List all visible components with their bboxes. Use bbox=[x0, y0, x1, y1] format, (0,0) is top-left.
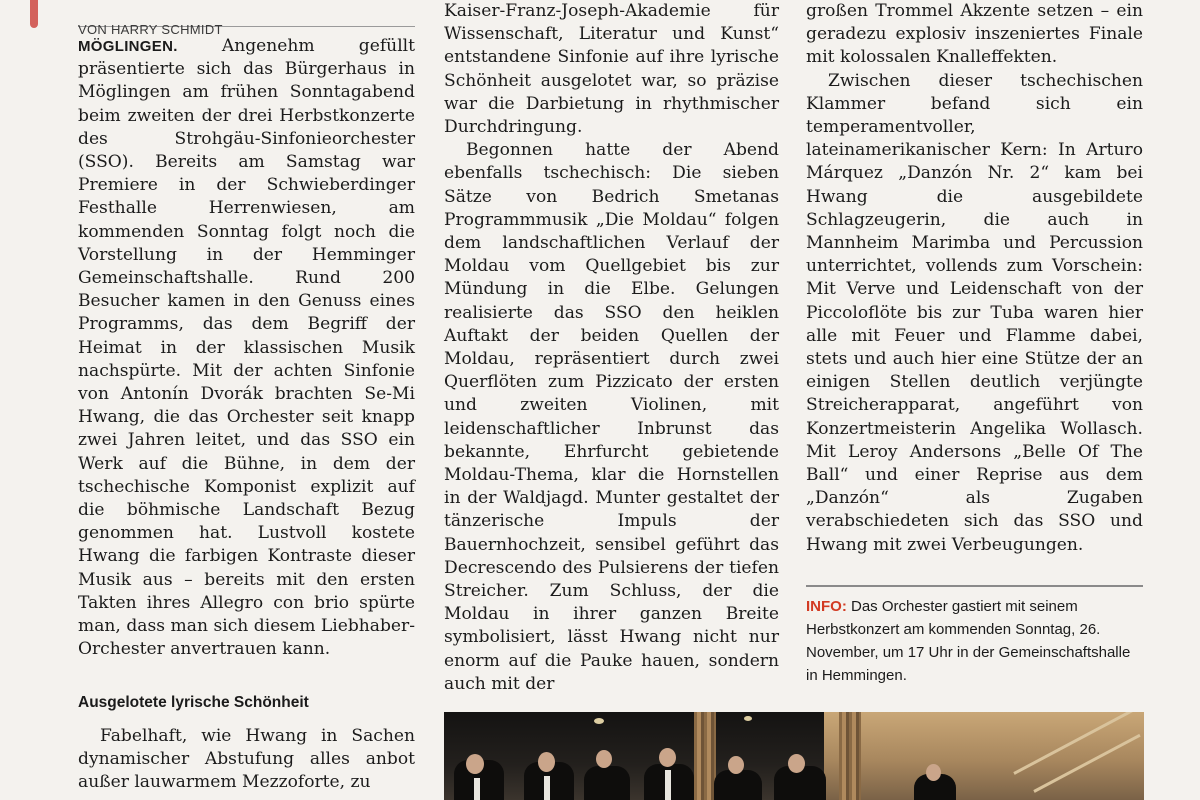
photo-face bbox=[538, 752, 555, 772]
subheading: Ausgelotete lyrische Schönheit bbox=[78, 694, 309, 712]
photo-stage-light bbox=[744, 716, 752, 721]
paragraph-intro bbox=[78, 35, 415, 661]
photo-curtain bbox=[694, 712, 716, 800]
article-column-2 bbox=[444, 0, 779, 696]
paragraph-col3-2: Zwischen dieser tschechischen Klammer befand sich ein temperamentvoller, lateinamerikanischer Kern: In Arturo Márquez „Danzón Nr. 2“ kam bei Hwang die ausgebildete Schlagzeugerin, die auch in Mannheim Marimba und Percussion unterrichtet, vollends zum Vorschein: Mit Verve und Leidenschaft von der Piccoloflöte bis zur Tuba waren hier alle mit Feuer und Flamme dabei, stets und auch hier eine Stütze der an einigen Stellen deutlich verjüngte Streicherapparat, angeführt von Konzertmeisterin Angelika Wollasch. Mit Leroy Andersons „Belle Of The Ball“ und einer Reprise aus dem „Danzón“ als Zugaben verabschiedeten sich das SSO und Hwang mit zwei Verbeugungen. bbox=[806, 70, 1143, 555]
photo-shirt bbox=[544, 776, 550, 800]
article-column-3 bbox=[806, 0, 1143, 557]
dateline: MÖGLINGEN. bbox=[78, 38, 178, 55]
info-label: INFO: bbox=[806, 598, 847, 615]
info-text: Das Orchester gastiert mit seinem Herbstkonzert am kommenden Sonntag, 26. November, um 17 Uhr in der Gemeinschaftshalle in Hemmingen. bbox=[806, 598, 1131, 684]
paragraph-col2-2: Begonnen hatte der Abend ebenfalls tschechisch: Die sieben Sätze von Bedrich Smetanas Programmmusik „Die Moldau“ folgen dem landschaftlichen Verlauf der Moldau vom Quellgebiet bis zur Mündung in die Elbe. Gelungen realisierte das SSO den heiklen Auftakt der beiden Quellen der Moldau, repräsentiert durch zwei Querflöten zum Pizzicato der ersten und zweiten Violinen, mit leidenschaftlicher Inbrunst das bekannte, Ehrfurcht gebietende Moldau-Thema, klar die Hornstellen in der Waldjagd. Munter gestaltet der tänzerische Impuls der Bauernhochzeit, sensibel geführt das Decrescendo des Pulsierens der tiefen Streicher. Zum Schluss, der die Moldau in ihrer ganzen Breite symbolisiert, lässt Hwang nicht nur enorm auf die Pauke hauen, sondern auch mit der bbox=[444, 140, 779, 694]
photo-shirt bbox=[474, 778, 480, 800]
paragraph-col2-1: Kaiser-Franz-Joseph-Akademie für Wissenschaft, Literatur und Kunst“ entstandene Sinfonie auf ihre lyrische Schönheit ausgelotet war, so präzise war die Darbietung in rhythmischer Durchdringung. bbox=[444, 1, 779, 138]
photo-stage-light bbox=[594, 718, 604, 724]
photo-musician bbox=[714, 770, 762, 800]
photo-musician bbox=[584, 766, 630, 800]
info-box bbox=[806, 585, 1143, 687]
concert-photo bbox=[444, 712, 1144, 800]
photo-face bbox=[659, 748, 676, 767]
photo-face bbox=[596, 750, 612, 768]
byline: VON HARRY SCHMIDT bbox=[78, 22, 223, 37]
photo-shirt bbox=[665, 770, 671, 800]
paragraph-col1-2: Fabelhaft, wie Hwang in Sachen dynamischer Abstufung alles anbot außer lauwarmem Mezzoforte, zu bbox=[78, 725, 415, 793]
byline-row bbox=[78, 0, 415, 37]
photo-face bbox=[788, 754, 805, 773]
photo-face bbox=[926, 764, 941, 781]
paragraph-intro-text: Angenehm gefüllt präsentierte sich das Bürgerhaus in Möglingen am frühen Sonntagabend beim zweiten der drei Herbstkonzerte des Strohgäu-Sinfonieorchester (SSO). Bereits am Samstag war Premiere in der Schwieberdinger Festhalle Herrenwiesen, am kommenden Sonntag folgt noch die Vorstellung in der Hemminger Gemeinschaftshalle. Rund 200 Besucher kamen in den Genuss eines Programms, das dem Begriff der Heimat in der klassischen Musik nachspürte. Mit der achten Sinfonie von Antonín Dvorák brachten Se-Mi Hwang, die das Orchester seit knapp zwei Jahren leitet, und das SSO ein Werk auf die Bühne, in dem der tschechische Komponist explizit auf die böhmische Landschaft Bezug genommen hat. Lustvoll kostete Hwang die farbigen Kontraste dieser Musik aus – bereits mit den ersten Takten ihres Allegro con brio spürte man, dass man sich diesem Liebhaber-Orchester anvertrauen kann. bbox=[78, 36, 415, 660]
article-column-1 bbox=[78, 0, 415, 794]
red-edge-mark bbox=[30, 0, 38, 28]
photo-face bbox=[728, 756, 744, 774]
photo-curtain bbox=[839, 712, 861, 800]
photo-face bbox=[466, 754, 484, 774]
paragraph-col3-1: großen Trommel Akzente setzen – ein geradezu explosiv inszeniertes Finale mit kolossalen Knalleffekten. bbox=[806, 1, 1143, 68]
